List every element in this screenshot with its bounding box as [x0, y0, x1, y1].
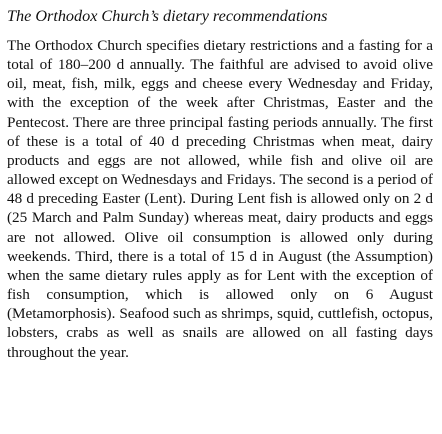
box-title: The Orthodox Church’s dietary recommendations [7, 7, 328, 25]
box-body-paragraph: The Orthodox Church specifies dietary restrictions and a fasting for a total of 180–200 d annually. The faithful are advised to avoid olive oil, meat, fish, milk, eggs and cheese every Wednesday and Friday, with the exception of the week after Christmas, Easter and the Pentecost. There are three principal fasting periods annually. The first of these is a total of 40 d preceding Christmas when meat, dairy products and eggs are not allowed, while fish and olive oil are allowed except on Wednesdays and Fridays. The second is a period of 48 d preceding Easter (Lent). During Lent fish is allowed only on 2 d (25 March and Palm Sunday) whereas meat, dairy products and eggs are not allowed. Olive oil consumption is allowed only during weekends. Third, there is a total of 15 d in August (the Assumption) when the same dietary rules apply as for Lent with the exception of fish consumption, which is allowed only on 6 August (Metamorphosis). Seafood such as shrimps, squid, cuttlefish, octopus, lobsters, crabs as well as snails are allowed on all fasting days throughout the year. [7, 37, 433, 361]
